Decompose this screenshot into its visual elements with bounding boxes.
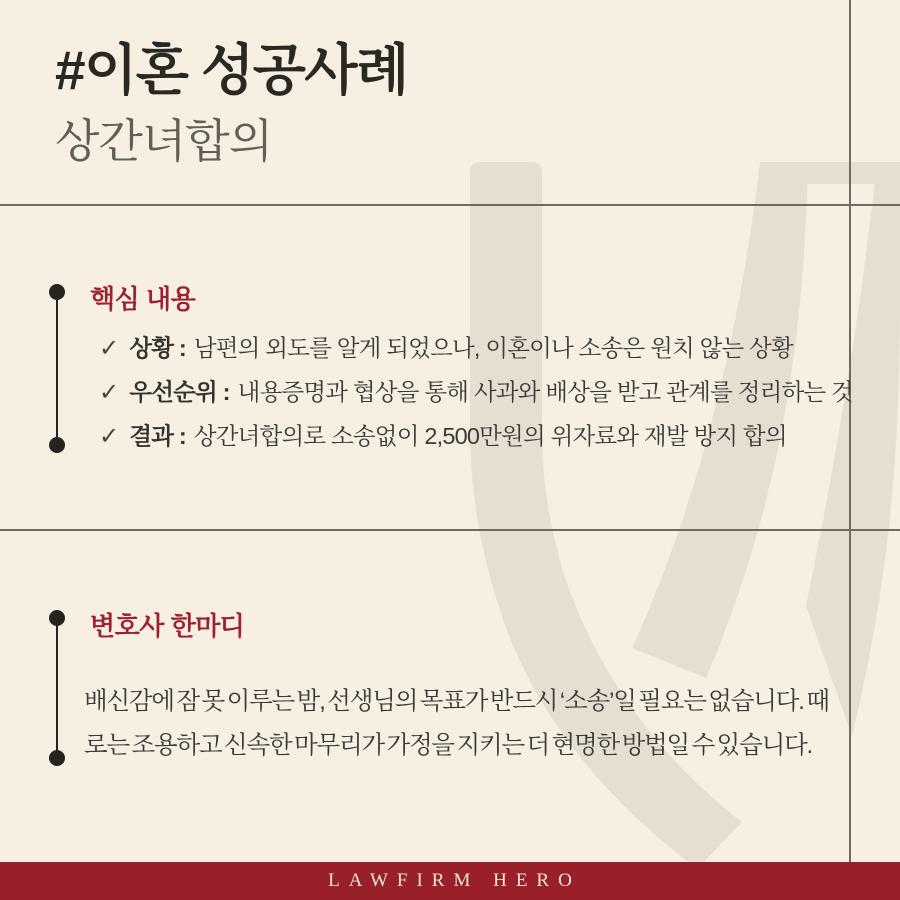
bullet-text: 내용증명과 협상을 통해 사과와 배상을 받고 관계를 정리하는 것	[237, 379, 853, 405]
section2-marker-line	[56, 618, 58, 758]
section1-marker-dot-bottom	[49, 437, 65, 453]
check-icon: ✓	[99, 379, 119, 406]
brand-logo-text: LAWFIRM HERO	[328, 870, 581, 891]
key-section-bullet-list	[99, 329, 853, 461]
section2-marker-dot-bottom	[49, 750, 65, 766]
page-subtitle: 상간녀합의	[55, 115, 273, 167]
bullet-text: 상간녀합의로 소송없이 2,500만원의 위자료와 재발 방지 합의	[193, 423, 787, 449]
lawyer-comment-paragraph: 배신감에 잠 못 이루는 밤, 선생님의 목표가 반드시 ‘소송’일 필요는 없습니다. 때로는 조용하고 신속한 마무리가 가정을 지키는 더 현명한 방법일 수 있습니다.	[84, 688, 829, 759]
page-title: #이혼 성공사례	[55, 39, 408, 101]
lawyer-section-title: 변호사 한마디	[90, 611, 245, 641]
check-icon: ✓	[99, 335, 119, 362]
bullet-row-situation	[99, 329, 853, 373]
section-divider	[0, 529, 900, 531]
section1-marker-line	[56, 292, 58, 445]
bullet-row-result	[99, 417, 853, 461]
footer-bar	[0, 862, 900, 900]
bullet-text: 남편의 외도를 알게 되었으나, 이혼이나 소송은 원치 않는 상황	[193, 335, 793, 361]
bullet-label: 우선순위 :	[129, 379, 230, 405]
bullet-label: 결과 :	[129, 423, 186, 449]
bullet-row-priority	[99, 373, 853, 417]
key-section-title: 핵심 내용	[90, 284, 196, 314]
bullet-label: 상황 :	[129, 335, 186, 361]
check-icon: ✓	[99, 423, 119, 450]
header-divider	[0, 204, 900, 206]
